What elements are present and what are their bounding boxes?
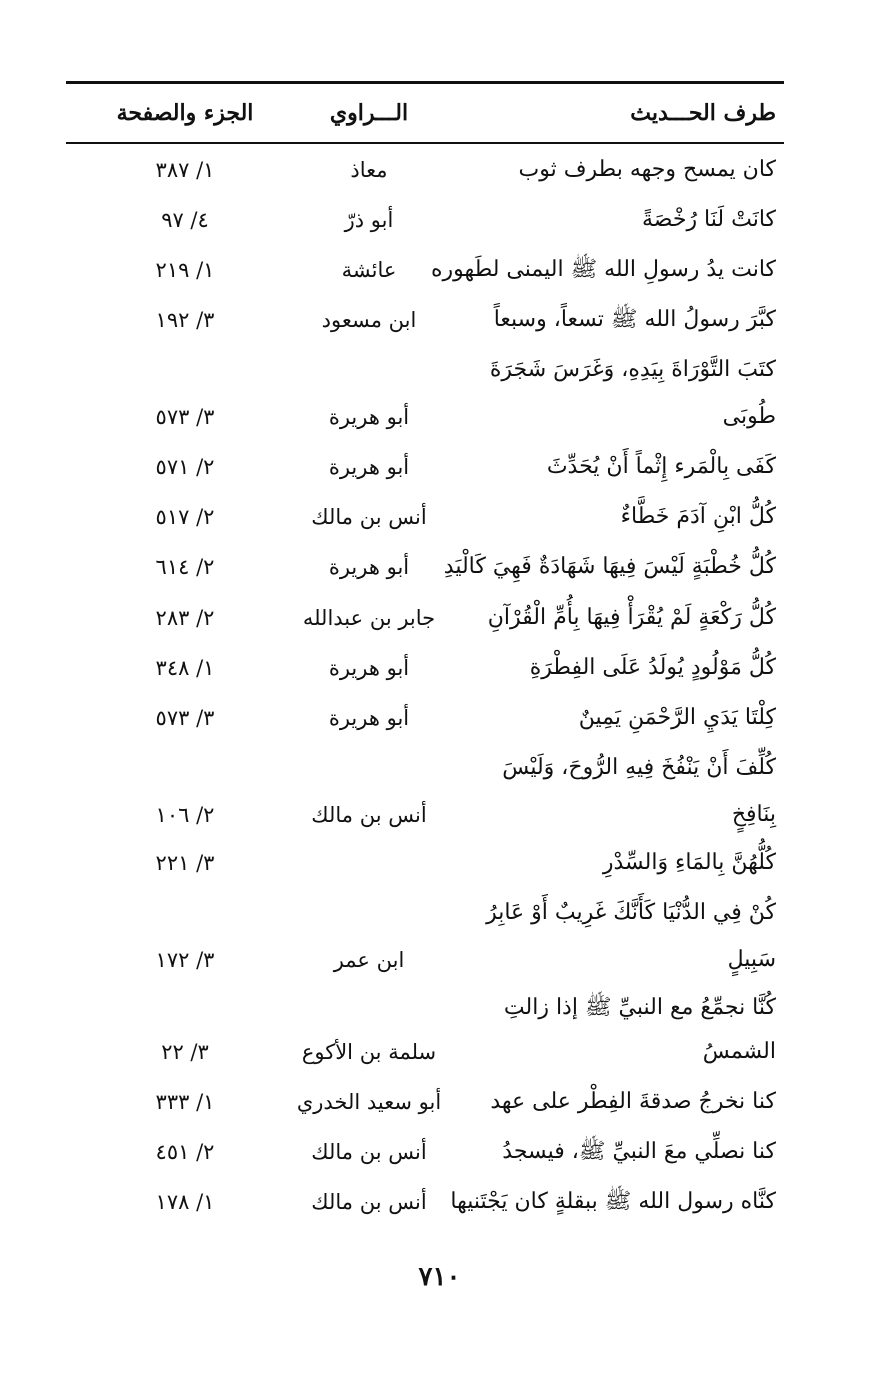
hadith-text: كنَّاه رسول الله ﷺ ببقلةٍ كان يَجْتَنيها — [450, 1189, 776, 1214]
hadith-text: كَفَى بِالْمَرء إِثْماً أَنْ يُحَدِّثَ — [546, 454, 776, 479]
table-row — [66, 888, 784, 938]
table-row — [66, 195, 784, 245]
table-row — [66, 145, 784, 195]
volume-page: ٢/ ٤٥١ — [155, 1140, 215, 1164]
narrator: أبو هريرة — [328, 405, 410, 429]
volume-page: ٣/ ١٧٢ — [155, 948, 215, 972]
table-row — [66, 935, 784, 985]
narrator: سلمة بن الأكوع — [301, 1040, 437, 1064]
volume-page: ٢/ ١٠٦ — [155, 803, 215, 827]
narrator: أنس بن مالك — [311, 803, 427, 827]
volume-page: ١/ ٣٤٨ — [155, 656, 215, 680]
volume-page — [110, 888, 260, 938]
table-row — [66, 492, 784, 542]
table-row — [66, 693, 784, 743]
hadith-text: كُلُّهُنَّ بِالمَاءِ وَالسِّدْرِ — [602, 850, 776, 875]
narrator: أبو هريرة — [328, 455, 410, 479]
hadith-text: كتَبَ التَّوْرَاةَ بِيَدِهِ، وَغَرَسَ شَجَرَةَ — [489, 357, 776, 382]
volume-page: ٣/ ٢٢١ — [155, 851, 215, 875]
hadith-text: كُلُّ ابْنِ آدَمَ خَطَّاءٌ — [620, 504, 776, 529]
narrator — [284, 743, 454, 793]
narrator: معاذ — [350, 158, 388, 182]
volume-page: ٢/ ٥٧١ — [155, 455, 215, 479]
table-row — [66, 593, 784, 643]
narrator — [284, 345, 454, 395]
narrator: ابن مسعود — [321, 308, 417, 332]
volume-page: ٢/ ٥١٧ — [155, 505, 215, 529]
hadith-text: سَبِيلٍ — [727, 947, 776, 972]
volume-page — [110, 743, 260, 793]
volume-page: ١/ ٣٣٣ — [155, 1090, 215, 1114]
narrator — [284, 888, 454, 938]
header-page: الجزء والصفحة — [116, 100, 254, 126]
narrator: جابر بن عبدالله — [302, 606, 436, 630]
narrator: عائشة — [341, 258, 397, 282]
page-number: ٧١٠ — [418, 1262, 461, 1292]
narrator: أنس بن مالك — [311, 1190, 427, 1214]
hadith-text: كُلُّ رَكْعَةٍ لَمْ يُقْرَأْ فِيهَا بِأُمِّ الْقُرْآنِ — [487, 605, 776, 630]
table-row — [66, 442, 784, 492]
narrator: أبو هريرة — [328, 656, 410, 680]
volume-page: ٢/ ٦١٤ — [155, 555, 215, 579]
table-row — [66, 392, 784, 442]
table-row — [66, 1077, 784, 1127]
narrator: أبو سعيد الخدري — [296, 1090, 442, 1114]
table-row — [66, 838, 784, 888]
volume-page: ٣/ ٥٧٣ — [155, 405, 215, 429]
hadith-text: كُلُّ مَوْلُودٍ يُولَدُ عَلَى الفِطْرَةِ — [529, 655, 776, 680]
volume-page: ١/ ٣٨٧ — [155, 158, 215, 182]
volume-page: ٣/ ١٩٢ — [155, 308, 215, 332]
hadith-text: كِلْتَا يَدَيِ الرَّحْمَنِ يَمِينٌ — [578, 705, 776, 730]
narrator: أبو هريرة — [328, 555, 410, 579]
volume-page — [110, 983, 260, 1033]
narrator: أنس بن مالك — [311, 1140, 427, 1164]
top-rule — [66, 81, 784, 84]
volume-page — [110, 345, 260, 395]
hadith-text: كُلِّفَ أَنْ يَنْفُخَ فِيهِ الرُّوحَ، وَلَيْسَ — [502, 755, 776, 780]
table-row — [66, 643, 784, 693]
hadith-text: كنا نخرجُ صدقةَ الفِطْر على عهد — [490, 1089, 776, 1114]
volume-page: ٢/ ٢٨٣ — [155, 606, 215, 630]
volume-page: ٣/ ٢٢ — [161, 1040, 209, 1064]
volume-page: ١/ ١٧٨ — [155, 1190, 215, 1214]
volume-page: ٣/ ٥٧٣ — [155, 706, 215, 730]
header-rawi: الـــراوي — [329, 100, 409, 126]
narrator: ابن عمر — [333, 948, 405, 972]
table-header — [66, 88, 784, 138]
table-row — [66, 1027, 784, 1077]
hadith-text: كُنَّا نجمِّعُ مع النبيِّ ﷺ إذا زالتِ — [503, 995, 776, 1020]
table-row — [66, 743, 784, 793]
volume-page: ٤/ ٩٧ — [161, 208, 209, 232]
header-hadith: طرف الحـــديث — [630, 100, 776, 126]
hadith-text: طُوبَى — [722, 404, 776, 429]
table-row — [66, 983, 784, 1033]
table-row — [66, 790, 784, 840]
hadith-text: كانت يدُ رسولِ الله ﷺ اليمنى لطَهوره — [431, 257, 776, 282]
narrator: أبو ذرّ — [344, 208, 394, 232]
volume-page: ١/ ٢١٩ — [155, 258, 215, 282]
hadith-text: الشمسُ — [702, 1039, 776, 1064]
table-row — [66, 1177, 784, 1227]
header-rule — [66, 142, 784, 144]
table-row — [66, 245, 784, 295]
narrator — [284, 983, 454, 1033]
hadith-text: كانَتْ لَنَا رُخْصَةً — [641, 207, 776, 232]
hadith-text: كان يمسح وجهه بطرف ثوب — [518, 157, 776, 182]
table-row — [66, 1127, 784, 1177]
hadith-text: بِنَافِخٍ — [731, 802, 776, 827]
hadith-text: كنا نصلِّي معَ النبيِّ ﷺ، فيسجدُ — [502, 1139, 776, 1164]
narrator: أنس بن مالك — [311, 505, 427, 529]
table-row — [66, 295, 784, 345]
hadith-text: كُلُّ خُطْبَةٍ لَيْسَ فِيهَا شَهَادَةٌ فَهِيَ كَالْيَدِ — [443, 554, 776, 579]
narrator: أبو هريرة — [328, 706, 410, 730]
hadith-text: كُنْ فِي الدُّنْيَا كَأَنَّكَ غَرِيبٌ أَوْ عَابِرُ — [486, 900, 776, 925]
table-row — [66, 542, 784, 592]
hadith-text: كبَّرَ رسولُ الله ﷺ تسعاً، وسبعاً — [493, 307, 776, 332]
table-row — [66, 345, 784, 395]
narrator — [284, 838, 454, 888]
